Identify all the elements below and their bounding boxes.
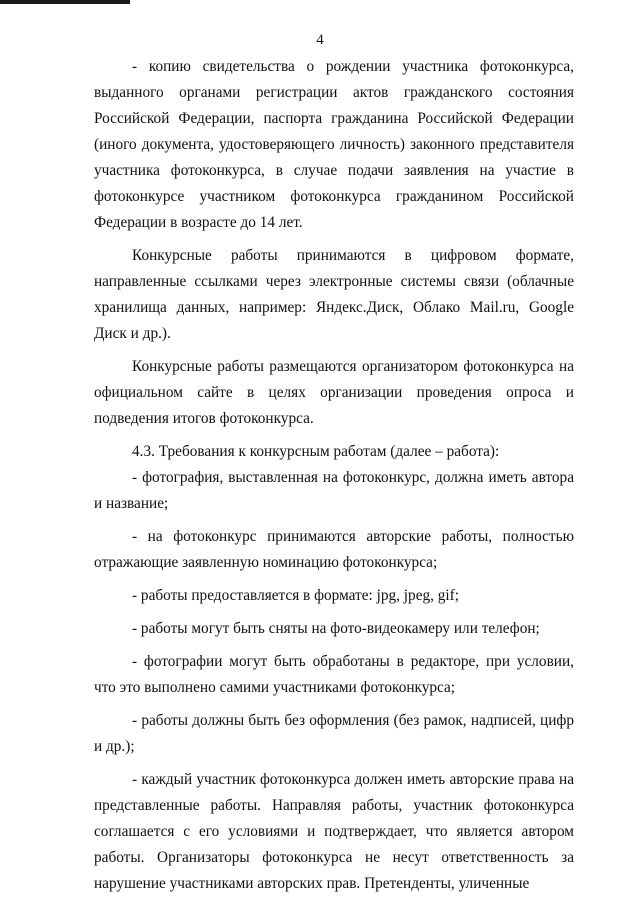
list-item-editing: - фотографии могут быть обработаны в редакторе, при условии, что это выполнено самими участниками фотоконкурса; — [94, 653, 574, 696]
list-item-author-title: - фотография, выставленная на фотоконкурс, должна иметь автора и название; — [94, 469, 574, 512]
list-item-formats: - работы предоставляется в формате: jpg, jpeg, gif; — [132, 587, 460, 604]
paragraph-placement: Конкурсные работы размещаются организатором фотоконкурса на официальном сайте в целях организации проведения опроса и подведения итогов фотоконкурса. — [94, 358, 574, 427]
paragraph-digital-format: Конкурсные работы принимаются в цифровом формате, направленные ссылками через электронные системы связи (облачные хранилища данных, например: Яндекс.Диск, Облако Mail.ru, Google Диск и др.). — [94, 247, 574, 342]
list-item-author-works: - на фотоконкурс принимаются авторские работы, полностью отражающие заявленную номинацию фотоконкурса; — [94, 528, 574, 571]
page-number: 4 — [316, 32, 324, 48]
list-item-no-decoration: - работы должны быть без оформления (без рамок, надписей, цифр и др.); — [94, 712, 574, 755]
top-rule — [0, 0, 130, 4]
list-item-copyright: - каждый участник фотоконкурса должен иметь авторские права на представленные работы. Направляя работы, участник фотоконкурса соглашается с его условиями и подтверждает, что является автором работы. Организаторы фотоконкурса не несут ответственность за нарушение участниками авторских прав. Претенденты, уличенные — [94, 771, 574, 892]
paragraph-requirements-heading: 4.3. Требования к конкурсным работам (далее – работа): — [132, 443, 500, 460]
list-item-camera: - работы могут быть сняты на фото-видеокамеру или телефон; — [132, 620, 540, 637]
paragraph-birth-certificate: - копию свидетельства о рождении участника фотоконкурса, выданного органами регистрации актов гражданского состояния Российской Федерации, паспорта гражданина Российской Федерации (иного документа, удостоверяющего личность) законного представителя участника фотоконкурса, в случае подачи заявления на участие в фотоконкурсе участником фотоконкурса гражданином Российской Федерации в возрасте до 14 лет. — [94, 58, 574, 231]
document-body — [94, 54, 574, 897]
